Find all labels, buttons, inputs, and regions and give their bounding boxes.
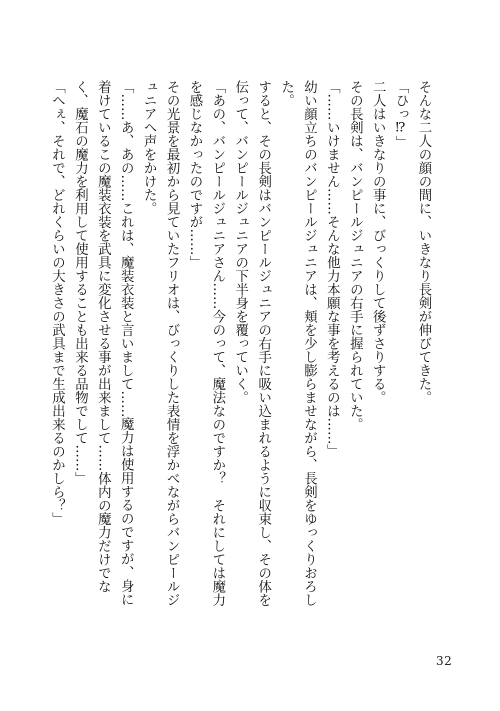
text-line: 「あの、バンピールジュニアさん……今のって、魔法なのですか？ それにしては魔力を感じなかったのですが……」 xyxy=(186,80,225,607)
vertical-text-body xyxy=(49,80,434,616)
text-line: 「ひっ⁉」 xyxy=(393,80,409,150)
text-line: 「へぇ、それで、どれくらいの大きさの武具まで生成出来るのかしら？」 xyxy=(49,80,65,526)
text-line: 「……いけません……そんな他力本願な事を考えるのは……」 xyxy=(324,80,340,458)
text-line: そんな二人の顔の間に、いきなり長剣が伸びてきた。 xyxy=(416,80,431,404)
text-line: すると、その長剣はバンピールジュニアの右手に吸い込まれるように収束し、その体を伝って、バンピールジュニアの下半身を覆っていく。 xyxy=(232,80,271,607)
text-line: その光景を最初から見ていたフリオは、びっくりした表情を浮かべながらバンピールジュニアへ声をかけた。 xyxy=(141,80,180,607)
page-number: 32 xyxy=(436,654,453,668)
text-line: 幼い顔立ちのバンピールジュニアは、頬を少し膨らませながら、長剣をゆっくりおろした。 xyxy=(278,80,317,607)
text-line: 「……あ、あの……これは、魔装衣装と言いまして……魔力は使用するのですが、身に着けているこの魔装衣装を武具に変化させる事が出来まして……体内の魔力だけでなく、魔石の魔力を利用して使用することも出来る品物でして……」 xyxy=(72,80,134,607)
text-line: 二人はいきなりの事に、びっくりして後ずさりする。 xyxy=(370,80,386,404)
text-line: その長剣は、バンピールジュニアの右手に握られていた。 xyxy=(347,80,363,431)
